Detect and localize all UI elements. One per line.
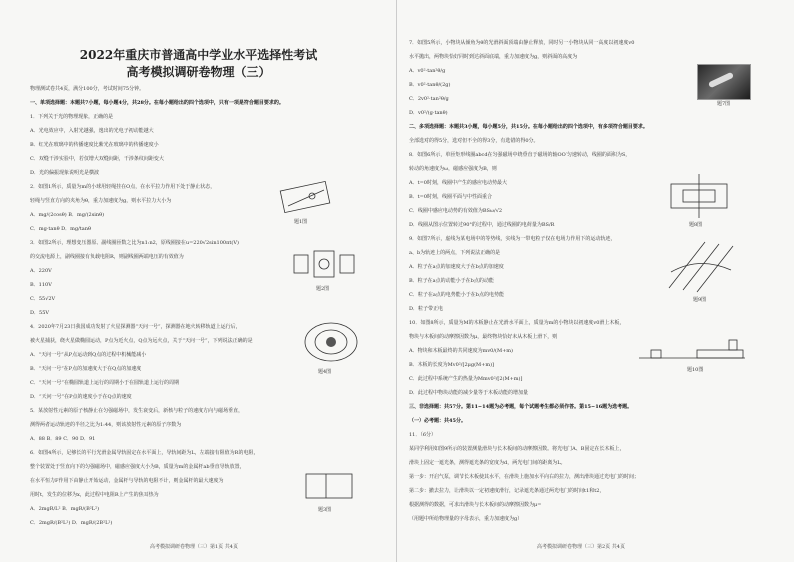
- figure-9-field: [665, 236, 737, 294]
- text-line: 的交流电源上，副线圈接有负载电阻R，则副线圈两端电压的有效值为: [30, 254, 184, 260]
- text-line: 11．（6分）: [409, 432, 437, 438]
- figure-4-orbit: [300, 318, 362, 366]
- text-line: B．红光在玻璃中的传播速度比紫光在玻璃中的传播速度小: [30, 142, 159, 148]
- exam-title: 2022年重庆市普通高中学业水平选择性考试: [79, 48, 318, 62]
- text-line: 10．如图8所示，质量为M的木板静止在光滑水平面上，质量为m的小物块以初速度v0滑上木板，: [409, 320, 625, 326]
- text-line: 滑块上固定一遮光条，测得遮光条的宽度为d，两光电门间的距离为L。: [409, 460, 566, 466]
- figure-7-photo: [697, 64, 751, 100]
- text-line: D．线圈从图示位置转过90°的过程中，通过线圈的电荷量为BS/R: [409, 222, 555, 228]
- text-line: 全部选对的得5分，选对但不全的得3分，有选错的得0分。: [409, 138, 539, 144]
- text-line: 8．如图6所示，单匝矩形线圈abcd在匀强磁场中绕垂直于磁场的轴OO′匀速转动，线圈的面积为S，: [409, 152, 631, 158]
- footer-left: 高考模拟调研卷物理（三）第1页 共4页: [150, 544, 238, 550]
- text-line: A．光电效应中，入射光越强，逸出的光电子初动能越大: [30, 128, 154, 134]
- text-line: C．mg·tanθ D．mg/tanθ: [30, 226, 92, 232]
- text-line: （用题中所给物理量的字母表示，重力加速度为g）: [409, 516, 523, 522]
- text-line: B．v0²·tanθ/(2g): [409, 82, 451, 88]
- figure-3-caption: 题3图: [318, 507, 332, 513]
- text-line: A．t=0时刻，线圈中产生的感应电动势最大: [409, 180, 507, 186]
- text-line: 5．某放射性元素的原子核静止在匀强磁场中，发生衰变后，新核与粒子的速度方向与磁场垂直，: [30, 408, 244, 414]
- text-line: 水平抛出，两物块恰好同时到达斜面底端，重力加速度为g，则斜面的高度为: [409, 54, 578, 60]
- figure-2-transformer: [290, 245, 360, 283]
- text-line: 4．2020年7月23日我国成功发射了火星探测器“天问一号”，探测器在地火转移轨道上运行后，: [30, 324, 241, 330]
- figure-10-caption: 题10图: [687, 367, 704, 373]
- footer-right: 高考模拟调研卷物理（三）第2页 共4页: [537, 544, 625, 550]
- text-line: 物理测试卷共4页，满分100分，考试时间75分钟。: [30, 86, 145, 92]
- text-line: 第一步：开启气泵，调节长木板使其水平，在滑块上施加水平向右的拉力，测出滑块通过光电门的时间；: [409, 474, 640, 480]
- text-line: 第二步：撤去拉力，让滑块以一定初速度滑行，记录遮光条通过两光电门的时间t1和t2，: [409, 488, 605, 494]
- text-line: A．88 B．89 C．90 D．91: [30, 436, 96, 442]
- text-line: D．55V: [30, 310, 49, 316]
- text-line: B．木板的长度为Mv0²/[2μg(M+m)]: [409, 362, 494, 368]
- text-line: A．mg/(2cosθ) B．mg/(2sinθ): [30, 212, 105, 218]
- text-line: 2．如图1所示，质量为m的小球用轻绳挂在O点，在水平拉力作用下处于静止状态，: [30, 184, 216, 190]
- text-line: A．220V: [30, 268, 52, 274]
- figure-9-caption: 题9图: [693, 297, 707, 303]
- text-line: C．此过程中系统产生的热量为Mmv0²/[2(M+m)]: [409, 376, 523, 382]
- text-line: C．“天问一号”在椭圆轨道上运行的周期小于在圆轨道上运行的周期: [30, 380, 179, 386]
- text-line: 测得两者运动轨迹的半径之比为1:44，则该放射性元素的原子序数为: [30, 422, 182, 428]
- text-line: D．v0²/(g·tanθ): [409, 110, 448, 116]
- text-line: 6．如图4所示，足够长的平行光滑金属导轨固定在水平面上，导轨间距为L，左端接有阻值为R的电阻，: [30, 450, 259, 456]
- text-line: B．粒子在a点的动能小于在b点的动能: [409, 278, 494, 284]
- text-line: C．粒子在a点的电势能小于在b点的电势能: [409, 292, 505, 298]
- figure-8-coil: [665, 172, 733, 220]
- text-line: B．“天问一号”在P点的加速度大于在Q点的加速度: [30, 366, 142, 372]
- figure-10-board: [637, 330, 747, 364]
- text-line: 被火星捕获，绕火星做椭圆运动，P点为近火点，Q点为远火点，关于“天问一号”，下列说法正确的是: [30, 338, 253, 344]
- text-line: 1．下列关于光的物理现象，正确的是: [30, 114, 114, 120]
- text-line: （一）必考题：共45分。: [409, 418, 466, 424]
- figure-rails-diagram: [300, 468, 360, 504]
- figure-8-caption: 题8图: [689, 222, 703, 228]
- text-line: 整个装置处于竖直向下的匀强磁场中，磁感应强度大小为B，质量为m的金属杆ab垂直导轨放置，: [30, 464, 245, 470]
- light-beam: [708, 72, 734, 88]
- text-line: A．v0²·tan²θ/g: [409, 68, 446, 74]
- text-line: A．粒子在a点的加速度大于在b点的加速度: [409, 264, 504, 270]
- text-line: A．“天问一号”从P点运动到Q点的过程中机械能减小: [30, 352, 147, 358]
- text-line: C．2mgR/(B²L²) D．mgR/(2B²L²): [30, 520, 113, 526]
- text-line: C．线圈中感应电动势的有效值为BSω/√2: [409, 208, 503, 214]
- text-line: A．物块和木板最终的共同速度为mv0/(M+m): [409, 348, 513, 354]
- text-line: D．粒子带正电: [409, 306, 444, 312]
- text-line: D．此过程中物块动能的减少量等于木板动能的增加量: [409, 390, 529, 396]
- text-line: B．110V: [30, 282, 52, 288]
- text-line: C．双缝干涉实验中，若仅增大双缝间距，干涉条纹间距变大: [30, 156, 164, 162]
- text-line: A．2mgR/L² B．mgR/(B²L²): [30, 506, 100, 512]
- exam-subtitle: 高考模拟调研卷物理（三）: [126, 65, 271, 79]
- text-line: a、b为轨迹上的两点，下列说法正确的是: [409, 250, 501, 256]
- text-line: 根据测得的数据，可求出滑块与长木板间的动摩擦因数为μ=: [409, 502, 542, 508]
- text-line: 7．如图5所示，小物块从倾角为θ的光滑斜面顶端由静止释放，同时另一小物块从同一高度以初速度v0: [409, 40, 635, 46]
- text-line: 某同学利用如图9所示的装置测量滑块与长木板间的动摩擦因数。将光电门A、B固定在长木板上，: [409, 446, 625, 452]
- text-line: D．光的偏振现象说明光是横波: [30, 170, 100, 176]
- figure-4-caption: 题4图: [318, 369, 332, 375]
- text-line: 3．如图2所示，理想变压器原、副线圈匝数之比为n1:n2，原线圈接在u=220√2sin100πt(V): [30, 240, 239, 246]
- figure-1-diagram: [278, 180, 334, 218]
- text-line: 用时t，发生的位移为x，此过程中电阻R上产生的焦耳热为: [30, 492, 159, 498]
- text-line: 在水平恒力F作用下由静止开始运动，金属杆与导轨的电阻不计，则金属杆的最大速度为: [30, 478, 224, 484]
- text-line: 二、多项选择题：本题共3小题，每小题5分，共15分。在每小题给出的四个选项中，有多项符合题目要求。: [409, 124, 648, 130]
- figure-7-caption: 题7图: [717, 101, 731, 107]
- text-line: D．“天问一号”在P点的速度小于在Q点的速度: [30, 394, 132, 400]
- text-line: B．t=0时刻，线圈平面与中性面重合: [409, 194, 493, 200]
- text-line: C．55√2V: [30, 296, 56, 302]
- text-line: C．2v0²·tan²θ/g: [409, 96, 449, 102]
- text-line: 转动的角速度为ω，磁感应强度为B，则: [409, 166, 497, 172]
- text-line: 9．如图7所示，虚线为某电场中的等势线，实线为一带电粒子仅在电场力作用下的运动轨迹，: [409, 236, 616, 242]
- page-right: [397, 0, 794, 562]
- text-line: 物块与木板间的动摩擦因数为μ，最终物块恰好未从木板上滑下，则: [409, 334, 558, 340]
- text-line: 一、单项选择题：本题共7小题，每小题4分，共28分。在每小题给出的四个选项中，只有一项是符合题目要求的。: [30, 100, 284, 106]
- figure-2-caption: 题2图: [316, 286, 330, 292]
- figure-1-caption: 题1图: [294, 219, 308, 225]
- text-line: 三、非选择题：共57分。第11~14题为必考题，每个试题考生都必须作答。第15~16题为选考题。: [409, 404, 633, 410]
- text-line: 轻绳与竖直方向的夹角为θ，重力加速度为g，则水平拉力大小为: [30, 198, 172, 204]
